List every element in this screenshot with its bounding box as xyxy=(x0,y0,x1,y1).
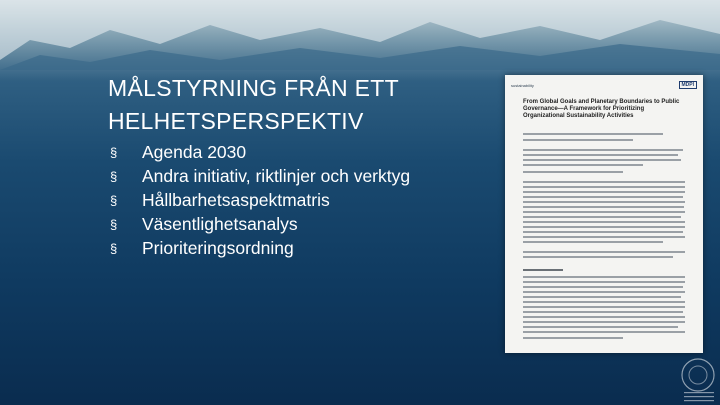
text-line xyxy=(523,281,685,283)
text-line xyxy=(523,326,678,328)
text-line xyxy=(523,149,683,151)
text-line xyxy=(523,256,673,258)
list-item xyxy=(110,140,410,164)
bullet-marker: § xyxy=(110,168,118,184)
bullet-text: Väsentlighetsanalys xyxy=(142,213,298,234)
list-item xyxy=(110,188,410,212)
text-line xyxy=(523,206,684,208)
iceberg-decoration xyxy=(0,0,720,70)
text-line xyxy=(523,201,685,203)
text-line xyxy=(523,316,685,318)
text-line xyxy=(523,276,685,278)
text-line xyxy=(523,296,681,298)
slide-title: MÅLSTYRNING FRÅN ETT HELHETSPERSPEKTIV xyxy=(108,75,399,134)
text-line xyxy=(523,311,683,313)
text-line xyxy=(523,221,685,223)
text-line xyxy=(523,236,685,238)
list-item xyxy=(110,212,410,236)
text-line xyxy=(523,337,623,339)
university-logo xyxy=(620,330,720,405)
bullet-marker: § xyxy=(110,144,118,160)
bullet-marker: § xyxy=(110,216,118,232)
text-line xyxy=(523,191,685,193)
text-line xyxy=(523,301,685,303)
text-line xyxy=(523,154,678,156)
text-line xyxy=(523,211,685,213)
text-line xyxy=(523,164,643,166)
bullet-text: Prioriteringsordning xyxy=(142,237,294,258)
bullet-marker: § xyxy=(110,192,118,208)
text-line xyxy=(523,306,685,308)
text-line xyxy=(523,159,681,161)
text-line xyxy=(523,321,685,323)
paper-thumbnail xyxy=(505,75,703,353)
publisher-logo: MDPI xyxy=(679,81,698,89)
text-line xyxy=(523,186,685,188)
paper-header xyxy=(511,80,697,90)
list-item xyxy=(110,236,410,260)
journal-name: sustainability xyxy=(511,82,534,88)
text-line xyxy=(523,291,685,293)
text-line xyxy=(523,181,685,183)
text-line xyxy=(523,171,623,173)
bullet-text: Hållbarhetsaspektmatris xyxy=(142,189,330,210)
text-line xyxy=(523,241,663,243)
text-line xyxy=(523,269,563,271)
text-line xyxy=(523,251,685,253)
text-line xyxy=(523,133,663,135)
text-line xyxy=(523,139,633,141)
bullet-marker: § xyxy=(110,240,118,256)
list-item xyxy=(110,164,410,188)
text-line xyxy=(523,216,681,218)
bullet-text: Andra initiativ, riktlinjer och verktyg xyxy=(142,165,411,186)
bullet-text: Agenda 2030 xyxy=(142,141,247,162)
paper-title: From Global Goals and Planetary Boundaries to Public Governance—A Framework for Prioritizing Organizational Sustainability Activities xyxy=(523,99,680,119)
text-line xyxy=(523,196,683,198)
text-line xyxy=(523,226,685,228)
text-line xyxy=(523,231,683,233)
text-line xyxy=(523,286,683,288)
bullet-list xyxy=(110,140,410,260)
